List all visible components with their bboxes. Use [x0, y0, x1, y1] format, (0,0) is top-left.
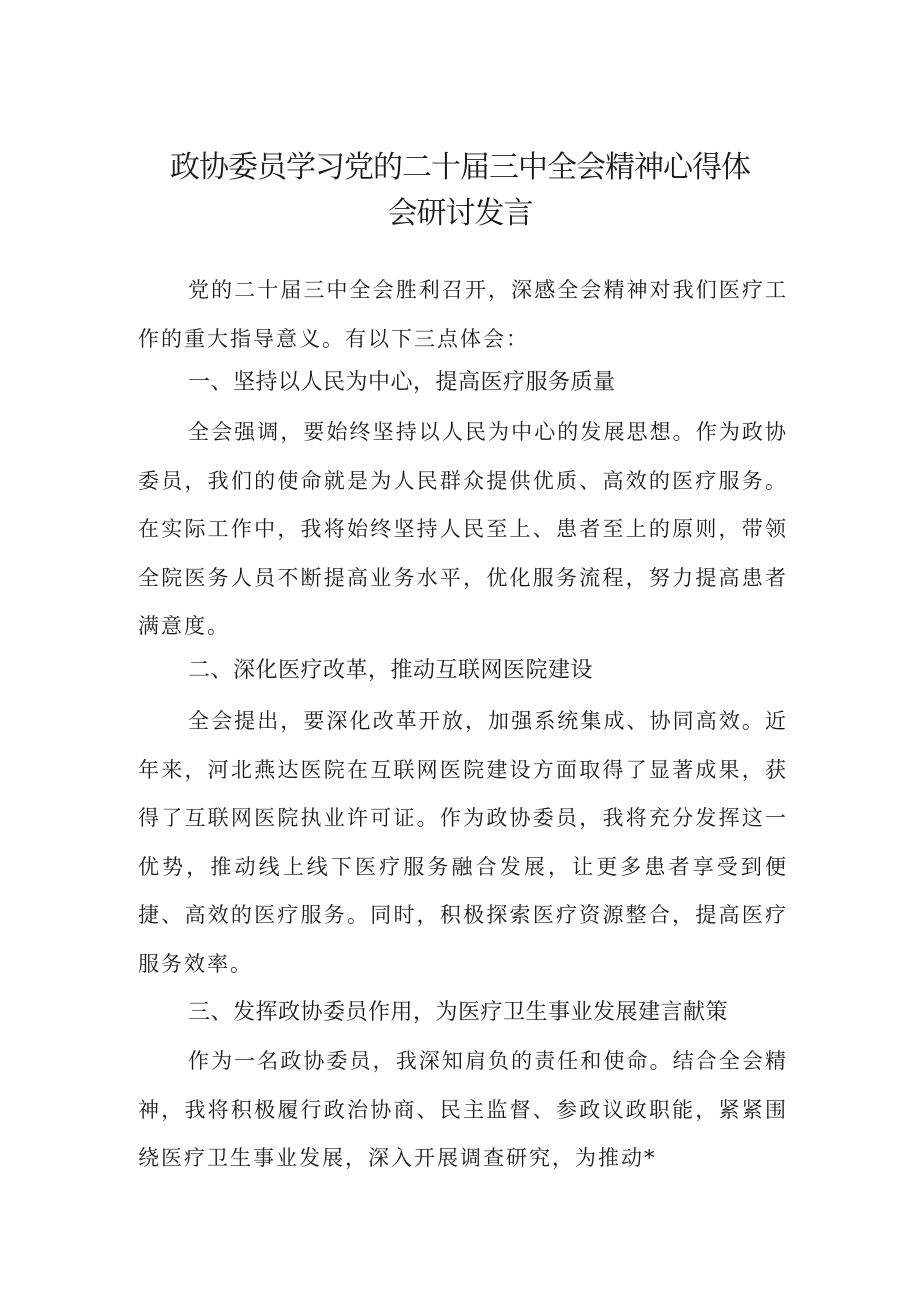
section-1-heading: 一、坚持以人民为中心，提高医疗服务质量	[188, 370, 616, 395]
section-3-paragraph: 作为一名政协委员，我深知肩负的责任和使命。结合全会精神，我将积极履行政治协商、民主监督、参政议政职能，紧紧围绕医疗卫生事业发展，深入开展调查研究，为推动*	[138, 1049, 788, 1170]
document-title-line-1: 政协委员学习党的二十届三中全会精神心得体	[170, 150, 750, 185]
section-2-heading: 二、深化医疗改革，推动互联网医院建设	[188, 658, 594, 683]
section-2-paragraph: 全会提出，要深化改革开放，加强系统集成、协同高效。近年来，河北燕达医院在互联网医院建设方面取得了显著成果，获得了互联网医院执业许可证。作为政协委员，我将充分发挥这一优势，推动线上线下医疗服务融合发展，让更多患者享受到便捷、高效的医疗服务。同时，积极探索医疗资源整合，提高医疗服务效率。	[138, 709, 788, 976]
document-title-line-2: 会研讨发言	[387, 196, 533, 231]
intro-paragraph: 党的二十届三中全会胜利召开，深感全会精神对我们医疗工作的重大指导意义。有以下三点体会：	[138, 278, 788, 351]
section-1-paragraph: 全会强调，要始终坚持以人民为中心的发展思想。作为政协委员，我们的使命就是为人民群众提供优质、高效的医疗服务。在实际工作中，我将始终坚持人民至上、患者至上的原则，带领全院医务人员不断提高业务水平，优化服务流程，努力提高患者满意度。	[138, 420, 788, 638]
section-3-heading: 三、发挥政协委员作用，为医疗卫生事业发展建言献策	[188, 1000, 729, 1025]
